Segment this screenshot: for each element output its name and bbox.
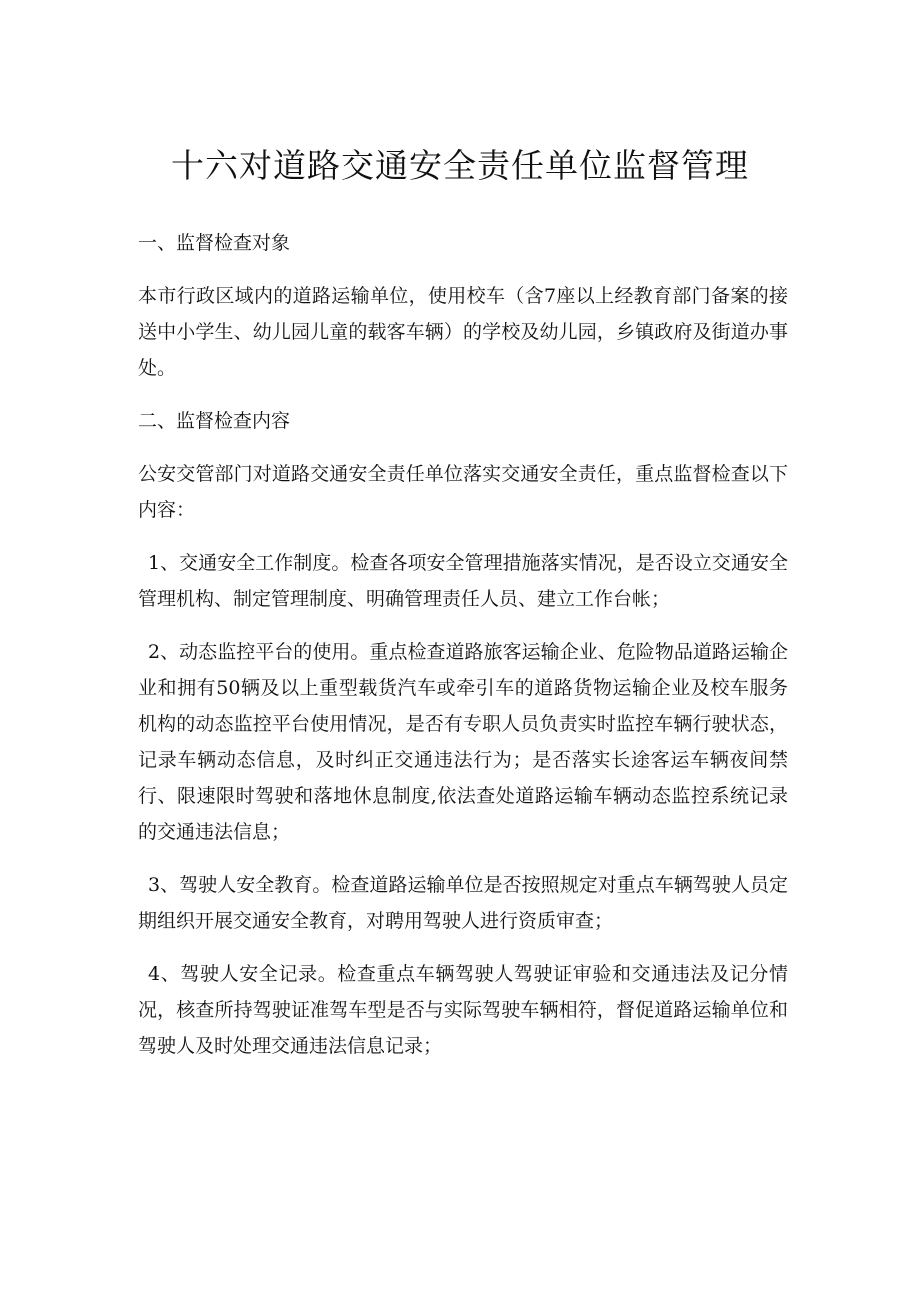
section-1-text: 本市行政区域内的道路运输单位，使用校车（含7座以上经教育部门备案的接送中小学生、幼儿园儿童的载客车辆）的学校及幼儿园，乡镇政府及街道办事处。 xyxy=(138,285,788,379)
section-2-intro: 公安交管部门对道路交通安全责任单位落实交通安全责任，重点监督检查以下内容： xyxy=(138,463,788,521)
check-item-3: 3、驾驶人安全教育。检查道路运输单位是否按照规定对重点车辆驾驶人员定期组织开展交通安全教育，对聘用驾驶人进行资质审查； xyxy=(138,874,788,932)
document-body xyxy=(138,225,788,1081)
document-title: 十六对道路交通安全责任单位监督管理 xyxy=(171,146,749,185)
section-2-heading: 二、监督检查内容 xyxy=(138,410,291,432)
check-item-2: 2、动态监控平台的使用。重点检查道路旅客运输企业、危险物品道路运输企业和拥有50辆及以上重型载货汽车或牵引车的道路货物运输企业及校车服务机构的动态监控平台使用情况，是否有专职人员负责实时监控车辆行驶状态，记录车辆动态信息，及时纠正交通违法行为；是否落实长途客运车辆夜间禁行、限速限时驾驶和落地休息制度,依法查处道路运输车辆动态监控系统记录的交通违法信息； xyxy=(138,641,788,843)
section-1-heading: 一、监督检查对象 xyxy=(138,232,291,254)
check-item-4: 4、驾驶人安全记录。检查重点车辆驾驶人驾驶证审验和交通违法及记分情况，核查所持驾驶证准驾车型是否与实际驾驶车辆相符，督促道路运输单位和驾驶人及时处理交通违法信息记录； xyxy=(138,963,788,1057)
check-item-1: 1、交通安全工作制度。检查各项安全管理措施落实情况，是否设立交通安全管理机构、制定管理制度、明确管理责任人员、建立工作台帐； xyxy=(138,552,788,610)
